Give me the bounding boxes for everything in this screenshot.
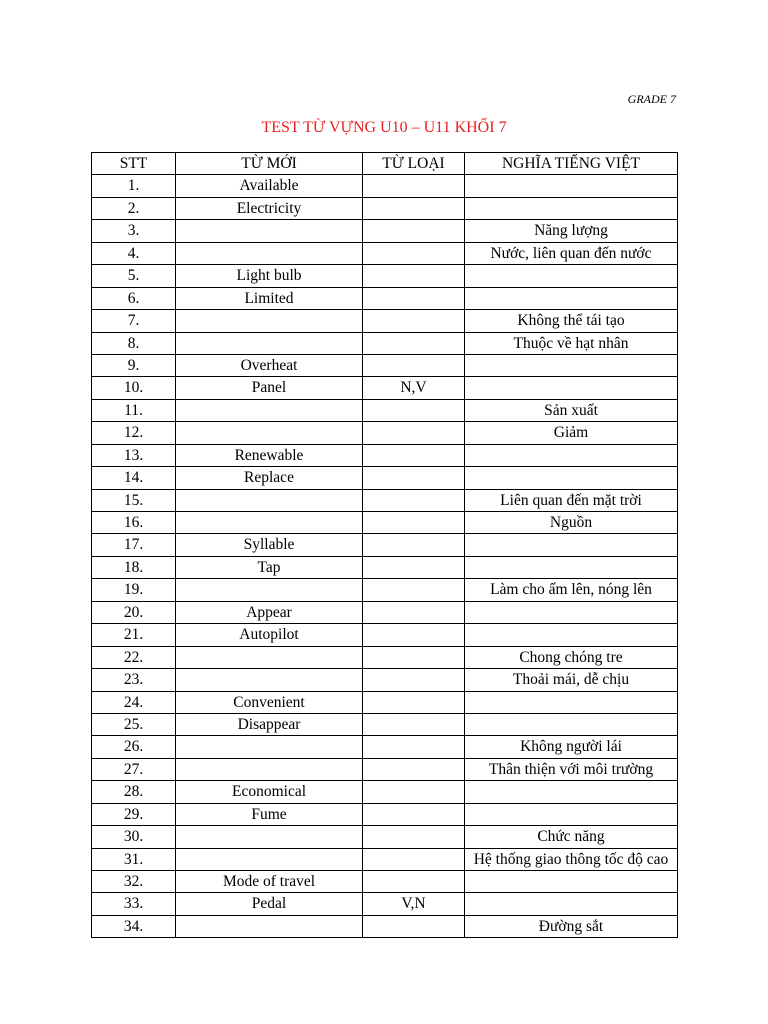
table-row <box>92 197 678 219</box>
row-number-cell: 5. <box>92 265 176 287</box>
column-header-meaning: NGHĨA TIẾNG VIỆT <box>465 153 678 175</box>
table-row <box>92 422 678 444</box>
word-type-cell <box>363 781 465 803</box>
table-row <box>92 444 678 466</box>
word-type-cell <box>363 467 465 489</box>
table-row <box>92 871 678 893</box>
new-word-cell: Renewable <box>176 444 363 466</box>
table-row <box>92 601 678 623</box>
word-type-cell <box>363 624 465 646</box>
table-row <box>92 669 678 691</box>
meaning-cell <box>465 624 678 646</box>
meaning-cell <box>465 175 678 197</box>
word-type-cell <box>363 601 465 623</box>
table-row <box>92 489 678 511</box>
word-type-cell: V,N <box>363 893 465 915</box>
meaning-cell <box>465 377 678 399</box>
table-row <box>92 310 678 332</box>
word-type-cell <box>363 556 465 578</box>
table-row <box>92 377 678 399</box>
meaning-cell: Không thể tái tạo <box>465 310 678 332</box>
word-type-cell: N,V <box>363 377 465 399</box>
meaning-cell: Chong chóng tre <box>465 646 678 668</box>
meaning-cell <box>465 265 678 287</box>
new-word-cell <box>176 242 363 264</box>
word-type-cell <box>363 332 465 354</box>
new-word-cell: Light bulb <box>176 265 363 287</box>
table-row <box>92 220 678 242</box>
table-header-row <box>92 153 678 175</box>
meaning-cell <box>465 601 678 623</box>
word-type-cell <box>363 220 465 242</box>
test-title: TEST TỪ VỰNG U10 – U11 KHỐI 7 <box>261 119 507 136</box>
table-row <box>92 781 678 803</box>
word-type-cell <box>363 848 465 870</box>
meaning-cell: Đường sắt <box>465 915 678 937</box>
new-word-cell <box>176 399 363 421</box>
row-number-cell: 8. <box>92 332 176 354</box>
new-word-cell: Mode of travel <box>176 871 363 893</box>
meaning-cell: Thuộc về hạt nhân <box>465 332 678 354</box>
meaning-cell: Hệ thống giao thông tốc độ cao <box>465 848 678 870</box>
new-word-cell: Fume <box>176 803 363 825</box>
row-number-cell: 18. <box>92 556 176 578</box>
meaning-cell <box>465 444 678 466</box>
new-word-cell: Electricity <box>176 197 363 219</box>
new-word-cell: Panel <box>176 377 363 399</box>
meaning-cell <box>465 871 678 893</box>
meaning-cell <box>465 691 678 713</box>
word-type-cell <box>363 758 465 780</box>
row-number-cell: 25. <box>92 713 176 735</box>
table-row <box>92 512 678 534</box>
row-number-cell: 15. <box>92 489 176 511</box>
word-type-cell <box>363 310 465 332</box>
word-type-cell <box>363 489 465 511</box>
word-type-cell <box>363 175 465 197</box>
word-type-cell <box>363 646 465 668</box>
row-number-cell: 17. <box>92 534 176 556</box>
new-word-cell <box>176 736 363 758</box>
new-word-cell <box>176 512 363 534</box>
meaning-cell: Thân thiện với môi trường <box>465 758 678 780</box>
row-number-cell: 20. <box>92 601 176 623</box>
row-number-cell: 1. <box>92 175 176 197</box>
table-row <box>92 287 678 309</box>
row-number-cell: 9. <box>92 354 176 376</box>
row-number-cell: 7. <box>92 310 176 332</box>
new-word-cell <box>176 915 363 937</box>
table-row <box>92 242 678 264</box>
new-word-cell: Autopilot <box>176 624 363 646</box>
row-number-cell: 11. <box>92 399 176 421</box>
word-type-cell <box>363 826 465 848</box>
meaning-cell <box>465 467 678 489</box>
row-number-cell: 14. <box>92 467 176 489</box>
column-header-stt: STT <box>92 153 176 175</box>
row-number-cell: 2. <box>92 197 176 219</box>
table-row <box>92 691 678 713</box>
word-type-cell <box>363 242 465 264</box>
new-word-cell <box>176 310 363 332</box>
word-type-cell <box>363 736 465 758</box>
meaning-cell <box>465 803 678 825</box>
meaning-cell <box>465 534 678 556</box>
table-row <box>92 332 678 354</box>
row-number-cell: 26. <box>92 736 176 758</box>
table-row <box>92 534 678 556</box>
vocabulary-table <box>91 152 678 938</box>
table-row <box>92 624 678 646</box>
new-word-cell: Overheat <box>176 354 363 376</box>
row-number-cell: 24. <box>92 691 176 713</box>
new-word-cell: Available <box>176 175 363 197</box>
table-row <box>92 758 678 780</box>
word-type-cell <box>363 871 465 893</box>
row-number-cell: 30. <box>92 826 176 848</box>
row-number-cell: 16. <box>92 512 176 534</box>
meaning-cell <box>465 713 678 735</box>
row-number-cell: 32. <box>92 871 176 893</box>
grade-label: GRADE 7 <box>627 92 676 106</box>
new-word-cell <box>176 220 363 242</box>
new-word-cell: Disappear <box>176 713 363 735</box>
word-type-cell <box>363 803 465 825</box>
table-row <box>92 399 678 421</box>
word-type-cell <box>363 579 465 601</box>
new-word-cell: Limited <box>176 287 363 309</box>
new-word-cell <box>176 489 363 511</box>
word-type-cell <box>363 422 465 444</box>
new-word-cell <box>176 758 363 780</box>
table-row <box>92 556 678 578</box>
word-type-cell <box>363 915 465 937</box>
row-number-cell: 22. <box>92 646 176 668</box>
meaning-cell <box>465 287 678 309</box>
meaning-cell: Thoải mái, dễ chịu <box>465 669 678 691</box>
word-type-cell <box>363 265 465 287</box>
meaning-cell: Liên quan đến mặt trời <box>465 489 678 511</box>
row-number-cell: 3. <box>92 220 176 242</box>
meaning-cell: Nguồn <box>465 512 678 534</box>
new-word-cell <box>176 579 363 601</box>
row-number-cell: 28. <box>92 781 176 803</box>
row-number-cell: 4. <box>92 242 176 264</box>
row-number-cell: 13. <box>92 444 176 466</box>
meaning-cell: Chức năng <box>465 826 678 848</box>
table-row <box>92 646 678 668</box>
table-row <box>92 803 678 825</box>
table-row <box>92 467 678 489</box>
row-number-cell: 27. <box>92 758 176 780</box>
new-word-cell <box>176 848 363 870</box>
meaning-cell: Làm cho ấm lên, nóng lên <box>465 579 678 601</box>
new-word-cell: Tap <box>176 556 363 578</box>
table-row <box>92 713 678 735</box>
table-row <box>92 826 678 848</box>
new-word-cell <box>176 826 363 848</box>
new-word-cell <box>176 422 363 444</box>
new-word-cell <box>176 669 363 691</box>
row-number-cell: 6. <box>92 287 176 309</box>
table-body <box>92 175 678 938</box>
new-word-cell: Replace <box>176 467 363 489</box>
row-number-cell: 12. <box>92 422 176 444</box>
row-number-cell: 10. <box>92 377 176 399</box>
word-type-cell <box>363 669 465 691</box>
meaning-cell: Năng lượng <box>465 220 678 242</box>
table-row <box>92 579 678 601</box>
table-row <box>92 736 678 758</box>
row-number-cell: 29. <box>92 803 176 825</box>
row-number-cell: 21. <box>92 624 176 646</box>
meaning-cell: Không người lái <box>465 736 678 758</box>
table-row <box>92 893 678 915</box>
row-number-cell: 33. <box>92 893 176 915</box>
word-type-cell <box>363 287 465 309</box>
row-number-cell: 31. <box>92 848 176 870</box>
meaning-cell <box>465 197 678 219</box>
row-number-cell: 19. <box>92 579 176 601</box>
table-row <box>92 354 678 376</box>
word-type-cell <box>363 534 465 556</box>
word-type-cell <box>363 444 465 466</box>
row-number-cell: 23. <box>92 669 176 691</box>
new-word-cell <box>176 646 363 668</box>
table-row <box>92 265 678 287</box>
row-number-cell: 34. <box>92 915 176 937</box>
column-header-word: TỪ MỚI <box>176 153 363 175</box>
meaning-cell <box>465 354 678 376</box>
meaning-cell: Nước, liên quan đến nước <box>465 242 678 264</box>
meaning-cell: Sản xuất <box>465 399 678 421</box>
meaning-cell: Giảm <box>465 422 678 444</box>
meaning-cell <box>465 556 678 578</box>
word-type-cell <box>363 512 465 534</box>
new-word-cell: Pedal <box>176 893 363 915</box>
column-header-type: TỪ LOẠI <box>363 153 465 175</box>
new-word-cell: Convenient <box>176 691 363 713</box>
word-type-cell <box>363 691 465 713</box>
word-type-cell <box>363 399 465 421</box>
word-type-cell <box>363 197 465 219</box>
meaning-cell <box>465 781 678 803</box>
new-word-cell: Syllable <box>176 534 363 556</box>
new-word-cell: Economical <box>176 781 363 803</box>
table-row <box>92 848 678 870</box>
word-type-cell <box>363 713 465 735</box>
new-word-cell <box>176 332 363 354</box>
meaning-cell <box>465 893 678 915</box>
word-type-cell <box>363 354 465 376</box>
new-word-cell: Appear <box>176 601 363 623</box>
table-row <box>92 175 678 197</box>
table-row <box>92 915 678 937</box>
